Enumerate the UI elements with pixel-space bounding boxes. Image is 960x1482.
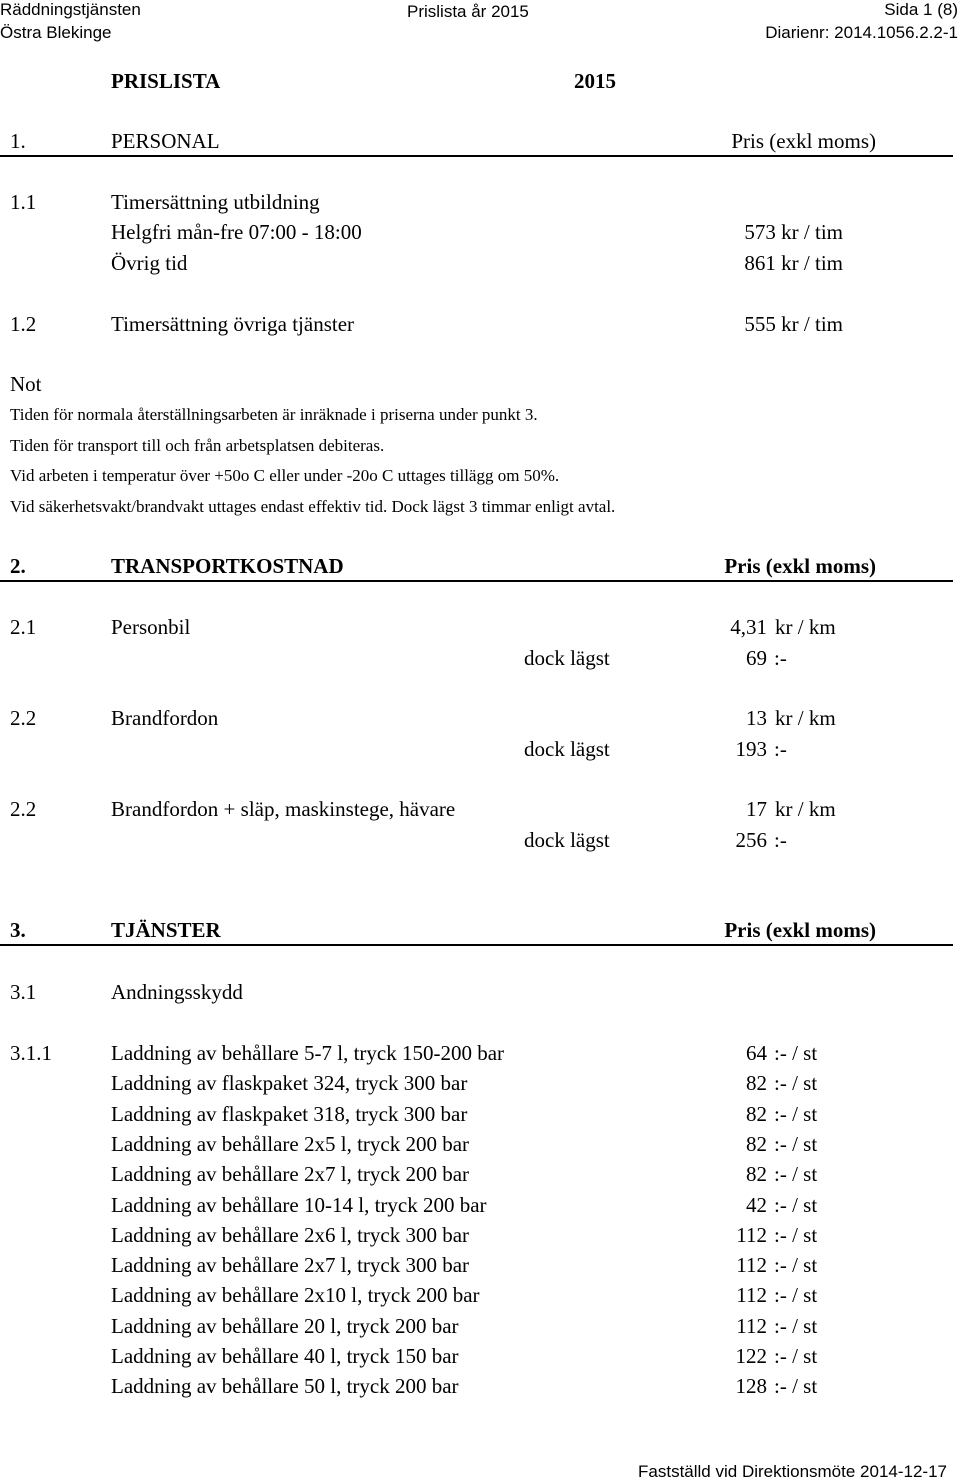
service-price-unit: :- / st: [774, 1162, 818, 1186]
item-title: Brandfordon: [111, 706, 219, 730]
service-price: 64: [746, 1041, 767, 1065]
service-price-unit: :- / st: [774, 1253, 818, 1277]
service-price: 82: [746, 1102, 767, 1126]
service-price: 112: [736, 1314, 767, 1338]
service-price: 128: [735, 1374, 767, 1398]
price-value: 4,31: [730, 615, 767, 639]
note-line: Vid säkerhetsvakt/brandvakt uttages endast effektiv tid. Dock lägst 3 timmar enligt avtal.: [10, 497, 616, 516]
price-value: 13: [746, 706, 767, 730]
minimum-value: 256: [735, 828, 767, 852]
note-title: Not: [10, 372, 42, 396]
page-title: PRISLISTA: [111, 69, 221, 93]
service-label: Laddning av flaskpaket 318, tryck 300 bar: [111, 1102, 468, 1126]
section-divider: [0, 944, 953, 946]
service-price: 42: [746, 1193, 767, 1217]
service-label: Laddning av behållare 2x5 l, tryck 200 bar: [111, 1132, 470, 1156]
section-number: 3.: [10, 918, 26, 942]
service-price: 112: [736, 1223, 767, 1247]
service-price-unit: :- / st: [774, 1283, 818, 1307]
service-price-unit: :- / st: [774, 1193, 818, 1217]
header-diarienr: Diarienr: 2014.1056.2.2-1: [765, 23, 958, 42]
item-number: 1.2: [10, 312, 37, 336]
service-label: Laddning av behållare 50 l, tryck 200 bar: [111, 1374, 459, 1398]
minimum-value: 193: [735, 737, 767, 761]
service-price-unit: :- / st: [774, 1374, 818, 1398]
price-unit: kr / km: [775, 706, 836, 730]
service-label: Laddning av flaskpaket 324, tryck 300 bar: [111, 1071, 468, 1095]
section-title: TRANSPORTKOSTNAD: [111, 554, 344, 578]
service-price-unit: :- / st: [774, 1071, 818, 1095]
price-unit: kr / km: [775, 797, 836, 821]
header-org-line2: Östra Blekinge: [0, 23, 112, 42]
price-column-header: Pris (exkl moms): [731, 129, 876, 153]
price-value: 17: [746, 797, 767, 821]
price-column-header: Pris (exkl moms): [724, 918, 876, 942]
minimum-unit: :-: [774, 646, 787, 670]
item-number: 1.1: [10, 190, 37, 214]
service-label: Laddning av behållare 2x10 l, tryck 200 bar: [111, 1283, 480, 1307]
item-title: Personbil: [111, 615, 191, 639]
service-price-unit: :- / st: [774, 1132, 818, 1156]
header-org-line1: Räddningstjänsten: [0, 0, 141, 19]
price-unit: kr / km: [775, 615, 836, 639]
header-page-number: Sida 1 (8): [884, 0, 958, 19]
section-number: 2.: [10, 554, 26, 578]
service-label: Laddning av behållare 40 l, tryck 150 bar: [111, 1344, 459, 1368]
price-column-header: Pris (exkl moms): [724, 554, 876, 578]
minimum-unit: :-: [774, 828, 787, 852]
subsection-number: 3.1: [10, 980, 37, 1004]
service-label: Laddning av behållare 2x6 l, tryck 300 bar: [111, 1223, 470, 1247]
service-price-unit: :- / st: [774, 1223, 818, 1247]
minimum-label: dock lägst: [524, 646, 610, 670]
section-title: PERSONAL: [111, 129, 220, 153]
item-title: Timersättning övriga tjänster: [111, 312, 355, 336]
service-label: Laddning av behållare 5-7 l, tryck 150-200 bar: [111, 1041, 505, 1065]
service-label: Laddning av behållare 20 l, tryck 200 bar: [111, 1314, 459, 1338]
note-line: Vid arbeten i temperatur över +50o C eller under -20o C uttages tillägg om 50%.: [10, 466, 560, 485]
section-divider: [0, 155, 953, 157]
note-line: Tiden för transport till och från arbetsplatsen debiteras.: [10, 436, 385, 455]
service-price-unit: :- / st: [774, 1344, 818, 1368]
item-title: Brandfordon + släp, maskinstege, hävare: [111, 797, 456, 821]
item-number: 2.2: [10, 797, 37, 821]
subsection-title: Andningsskydd: [111, 980, 243, 1004]
service-price: 112: [736, 1253, 767, 1277]
rate-row-price: 555 kr / tim: [744, 312, 843, 336]
minimum-unit: :-: [774, 737, 787, 761]
rate-row-label: Helgfri mån-fre 07:00 - 18:00: [111, 220, 362, 244]
service-price: 122: [735, 1344, 767, 1368]
service-price: 112: [736, 1283, 767, 1307]
service-price-unit: :- / st: [774, 1102, 818, 1126]
service-price: 82: [746, 1162, 767, 1186]
page-title-year: 2015: [574, 69, 616, 93]
item-number: 2.2: [10, 706, 37, 730]
item-title: Timersättning utbildning: [111, 190, 320, 214]
section-divider: [0, 580, 953, 582]
service-label: Laddning av behållare 2x7 l, tryck 300 bar: [111, 1253, 470, 1277]
minimum-label: dock lägst: [524, 828, 610, 852]
header-doc-title: Prislista år 2015: [407, 2, 529, 21]
note-line: Tiden för normala återställningsarbeten är inräknade i priserna under punkt 3.: [10, 405, 538, 424]
rate-row-price: 861 kr / tim: [744, 251, 843, 275]
minimum-label: dock lägst: [524, 737, 610, 761]
section-title: TJÄNSTER: [111, 918, 221, 942]
item-number: 2.1: [10, 615, 37, 639]
minimum-value: 69: [746, 646, 767, 670]
service-price: 82: [746, 1071, 767, 1095]
footer-approval-note: Fastställd vid Direktionsmöte 2014-12-17: [638, 1462, 947, 1481]
service-label: Laddning av behållare 10-14 l, tryck 200 bar: [111, 1193, 487, 1217]
service-price: 82: [746, 1132, 767, 1156]
item-number: 3.1.1: [10, 1041, 52, 1065]
service-price-unit: :- / st: [774, 1314, 818, 1338]
service-label: Laddning av behållare 2x7 l, tryck 200 bar: [111, 1162, 470, 1186]
service-price-unit: :- / st: [774, 1041, 818, 1065]
section-number: 1.: [10, 129, 26, 153]
rate-row-label: Övrig tid: [111, 251, 188, 275]
rate-row-price: 573 kr / tim: [744, 220, 843, 244]
